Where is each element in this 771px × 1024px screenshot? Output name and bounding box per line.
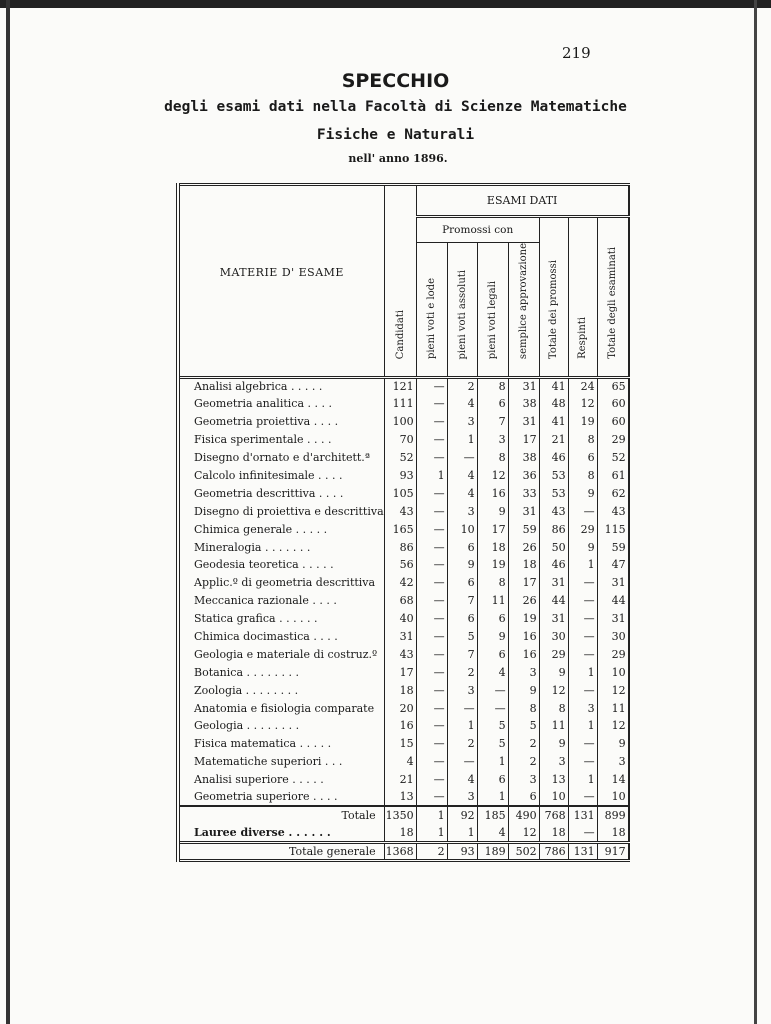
row-value: 8 bbox=[568, 467, 597, 485]
row-value: — bbox=[477, 681, 508, 699]
exam-table bbox=[176, 183, 630, 862]
row-value: 17 bbox=[508, 574, 539, 592]
row-value: 13 bbox=[539, 771, 568, 789]
row-value: 33 bbox=[508, 484, 539, 502]
row-value: 2 bbox=[447, 663, 477, 681]
row-value: 65 bbox=[597, 377, 629, 395]
row-label: Applic.º di geometria descrittiva bbox=[194, 576, 376, 590]
row-value: 46 bbox=[539, 556, 568, 574]
row-value: 9 bbox=[568, 484, 597, 502]
row-value: 2 bbox=[508, 735, 539, 753]
row-value: 3 bbox=[597, 753, 629, 771]
row-value: 19 bbox=[477, 556, 508, 574]
row-label: Fisica sperimentale . . . . bbox=[194, 433, 332, 447]
row-value: 3 bbox=[568, 699, 597, 717]
row-value: — bbox=[568, 789, 597, 807]
row-value: 68 bbox=[384, 592, 416, 610]
row-value: 1 bbox=[568, 771, 597, 789]
row-value: 17 bbox=[477, 520, 508, 538]
row-value: 4 bbox=[477, 824, 508, 842]
row-value: 4 bbox=[477, 663, 508, 681]
table-row bbox=[178, 520, 629, 538]
row-value: 19 bbox=[568, 413, 597, 431]
row-value: 11 bbox=[477, 592, 508, 610]
row-value: 38 bbox=[508, 449, 539, 467]
row-value: 786 bbox=[539, 842, 568, 860]
row-value: 1 bbox=[568, 556, 597, 574]
row-label: Botanica . . . . . . . . bbox=[194, 665, 299, 679]
row-value: 4 bbox=[447, 484, 477, 502]
row-value: 29 bbox=[597, 431, 629, 449]
row-label: Anatomia e fisiologia comparate bbox=[194, 701, 375, 715]
table-row bbox=[178, 699, 629, 717]
row-value: 62 bbox=[597, 484, 629, 502]
row-value: 9 bbox=[508, 681, 539, 699]
table-row bbox=[178, 628, 629, 646]
row-value: 2 bbox=[508, 753, 539, 771]
row-value: — bbox=[416, 699, 447, 717]
row-value: 92 bbox=[447, 806, 477, 824]
row-value: 1 bbox=[416, 824, 447, 842]
row-value: 52 bbox=[384, 449, 416, 467]
row-value: 7 bbox=[477, 413, 508, 431]
row-value: 9 bbox=[539, 663, 568, 681]
row-label: Geometria descrittiva . . . . bbox=[194, 486, 344, 500]
row-value: 6 bbox=[447, 538, 477, 556]
row-value: 93 bbox=[384, 467, 416, 485]
header-pieni-voti-assoluti: pieni voti assoluti bbox=[447, 243, 477, 364]
table-row bbox=[178, 377, 629, 395]
row-value: 61 bbox=[597, 467, 629, 485]
row-value: 2 bbox=[416, 842, 447, 860]
row-value: 16 bbox=[384, 717, 416, 735]
row-label: Analisi superiore . . . . . bbox=[194, 773, 324, 787]
table-row bbox=[178, 395, 629, 413]
row-value: 111 bbox=[384, 395, 416, 413]
row-value: — bbox=[416, 431, 447, 449]
row-value: 6 bbox=[477, 610, 508, 628]
row-value: 3 bbox=[447, 413, 477, 431]
row-value: — bbox=[416, 484, 447, 502]
row-label: Calcolo infinitesimale . . . . bbox=[194, 468, 343, 482]
row-label: Geometria analitica . . . . bbox=[194, 397, 332, 411]
table-row bbox=[178, 413, 629, 431]
row-value: 52 bbox=[597, 449, 629, 467]
header-totale-promossi: Totale dei promossi bbox=[539, 217, 568, 364]
table-row bbox=[178, 574, 629, 592]
row-value: 42 bbox=[384, 574, 416, 592]
row-value: — bbox=[416, 574, 447, 592]
row-value: — bbox=[416, 592, 447, 610]
table-row bbox=[178, 538, 629, 556]
row-value: — bbox=[447, 699, 477, 717]
header-promossi-con: Promossi con bbox=[416, 217, 539, 243]
table-row bbox=[178, 431, 629, 449]
row-value: 8 bbox=[539, 699, 568, 717]
scan-edge-top bbox=[0, 0, 771, 8]
row-value: 185 bbox=[477, 806, 508, 824]
row-value: 490 bbox=[508, 806, 539, 824]
row-value: 8 bbox=[508, 699, 539, 717]
row-value: 7 bbox=[447, 645, 477, 663]
row-value: 46 bbox=[539, 449, 568, 467]
row-label: Lauree diverse . . . . . . bbox=[194, 826, 331, 840]
row-label: Chimica docimastica . . . . bbox=[194, 629, 338, 643]
row-value: 56 bbox=[384, 556, 416, 574]
header-respinti: Respinti bbox=[568, 217, 597, 364]
row-value: 16 bbox=[508, 628, 539, 646]
row-value: 38 bbox=[508, 395, 539, 413]
table-row bbox=[178, 717, 629, 735]
row-value: 8 bbox=[477, 377, 508, 395]
row-value: 1 bbox=[447, 717, 477, 735]
row-value: 105 bbox=[384, 484, 416, 502]
table-row bbox=[178, 484, 629, 502]
row-value: 12 bbox=[539, 681, 568, 699]
row-value: 86 bbox=[384, 538, 416, 556]
year-line: nell' anno 1896. bbox=[348, 152, 448, 165]
row-value: 768 bbox=[539, 806, 568, 824]
row-value: — bbox=[447, 753, 477, 771]
row-value: — bbox=[416, 771, 447, 789]
row-label: Meccanica razionale . . . . bbox=[194, 594, 337, 608]
row-value: 3 bbox=[447, 789, 477, 807]
row-value: 3 bbox=[447, 502, 477, 520]
row-value: 1 bbox=[568, 663, 597, 681]
row-value: 5 bbox=[477, 735, 508, 753]
row-value: 19 bbox=[508, 610, 539, 628]
row-value: 9 bbox=[568, 538, 597, 556]
row-value: — bbox=[416, 663, 447, 681]
row-value: 189 bbox=[477, 842, 508, 860]
row-value: 10 bbox=[539, 789, 568, 807]
row-value: 3 bbox=[508, 663, 539, 681]
row-value: 1 bbox=[568, 717, 597, 735]
row-value: 43 bbox=[539, 502, 568, 520]
row-value: — bbox=[416, 538, 447, 556]
row-value: 12 bbox=[568, 395, 597, 413]
row-value: 3 bbox=[477, 431, 508, 449]
row-value: 3 bbox=[508, 771, 539, 789]
row-value: — bbox=[568, 592, 597, 610]
header-candidati: Candidati bbox=[384, 185, 416, 364]
row-value: 48 bbox=[539, 395, 568, 413]
row-value: 2 bbox=[447, 377, 477, 395]
row-value: — bbox=[416, 520, 447, 538]
row-value: 6 bbox=[447, 610, 477, 628]
row-value: 1 bbox=[447, 824, 477, 842]
row-value: — bbox=[447, 449, 477, 467]
row-value: 47 bbox=[597, 556, 629, 574]
row-value: — bbox=[416, 645, 447, 663]
table-row bbox=[178, 663, 629, 681]
row-value: — bbox=[416, 717, 447, 735]
header-semplice-approvazione: semplice approvazione bbox=[508, 243, 539, 364]
row-value: 4 bbox=[447, 771, 477, 789]
row-value: 3 bbox=[539, 753, 568, 771]
row-value: 30 bbox=[539, 628, 568, 646]
row-value: 1 bbox=[477, 753, 508, 771]
row-value: 40 bbox=[384, 610, 416, 628]
table-row bbox=[178, 502, 629, 520]
row-value: — bbox=[416, 628, 447, 646]
row-value: — bbox=[568, 735, 597, 753]
row-value: 6 bbox=[568, 449, 597, 467]
row-value: 16 bbox=[508, 645, 539, 663]
row-value: 31 bbox=[539, 610, 568, 628]
row-value: 10 bbox=[447, 520, 477, 538]
row-value: 5 bbox=[477, 717, 508, 735]
row-value: 6 bbox=[508, 789, 539, 807]
header-materie: MATERIE D' ESAME bbox=[219, 266, 344, 280]
row-value: — bbox=[568, 502, 597, 520]
row-value: 502 bbox=[508, 842, 539, 860]
row-value: 31 bbox=[539, 574, 568, 592]
table-row bbox=[178, 753, 629, 771]
row-value: 5 bbox=[447, 628, 477, 646]
row-value: — bbox=[416, 377, 447, 395]
row-value: 11 bbox=[597, 699, 629, 717]
row-label: Totale bbox=[178, 806, 384, 824]
row-value: 14 bbox=[597, 771, 629, 789]
row-value: 6 bbox=[477, 645, 508, 663]
header-esami-dati: ESAMI DATI bbox=[416, 185, 629, 217]
row-value: 70 bbox=[384, 431, 416, 449]
table-row bbox=[178, 556, 629, 574]
row-value: 29 bbox=[539, 645, 568, 663]
row-value: 11 bbox=[539, 717, 568, 735]
row-value: 16 bbox=[477, 484, 508, 502]
row-value: — bbox=[416, 413, 447, 431]
row-value: 8 bbox=[568, 431, 597, 449]
row-value: 9 bbox=[477, 628, 508, 646]
row-value: 86 bbox=[539, 520, 568, 538]
row-value: 165 bbox=[384, 520, 416, 538]
row-label: Geologia . . . . . . . . bbox=[194, 719, 300, 733]
row-value: 26 bbox=[508, 592, 539, 610]
row-label: Analisi algebrica . . . . . bbox=[194, 380, 323, 394]
table-row bbox=[178, 467, 629, 485]
table-row bbox=[178, 789, 629, 807]
header-pieni-voti-legali: pieni voti legali bbox=[477, 243, 508, 364]
row-value: 53 bbox=[539, 484, 568, 502]
row-label: Totale generale bbox=[178, 842, 384, 860]
row-value: 41 bbox=[539, 413, 568, 431]
table-row bbox=[178, 735, 629, 753]
row-value: 44 bbox=[539, 592, 568, 610]
row-value: 12 bbox=[597, 717, 629, 735]
table-row bbox=[178, 449, 629, 467]
row-value: 115 bbox=[597, 520, 629, 538]
table-row bbox=[178, 771, 629, 789]
row-value: 60 bbox=[597, 395, 629, 413]
row-value: 13 bbox=[384, 789, 416, 807]
row-value: 31 bbox=[597, 574, 629, 592]
row-label: Matematiche superiori . . . bbox=[194, 755, 343, 769]
row-value: 8 bbox=[477, 449, 508, 467]
row-label: Geodesia teoretica . . . . . bbox=[194, 558, 334, 572]
row-value: 6 bbox=[477, 771, 508, 789]
row-value: 121 bbox=[384, 377, 416, 395]
row-value: 10 bbox=[597, 789, 629, 807]
row-value: 21 bbox=[539, 431, 568, 449]
row-label: Geometria superiore . . . . bbox=[194, 790, 338, 804]
row-value: 131 bbox=[568, 842, 597, 860]
row-value: — bbox=[568, 824, 597, 842]
row-value: 9 bbox=[447, 556, 477, 574]
row-value: 1368 bbox=[384, 842, 416, 860]
row-value: 60 bbox=[597, 413, 629, 431]
row-value: 29 bbox=[568, 520, 597, 538]
row-label: Chimica generale . . . . . bbox=[194, 522, 328, 536]
row-value: — bbox=[416, 556, 447, 574]
table-row bbox=[178, 610, 629, 628]
row-value: — bbox=[416, 395, 447, 413]
row-value: — bbox=[568, 681, 597, 699]
row-value: 93 bbox=[447, 842, 477, 860]
table-row bbox=[178, 645, 629, 663]
row-value: 12 bbox=[508, 824, 539, 842]
row-value: 4 bbox=[384, 753, 416, 771]
row-value: 15 bbox=[384, 735, 416, 753]
row-value: 31 bbox=[508, 502, 539, 520]
row-value: 21 bbox=[384, 771, 416, 789]
row-value: — bbox=[568, 610, 597, 628]
row-value: 24 bbox=[568, 377, 597, 395]
row-value: 18 bbox=[477, 538, 508, 556]
row-value: 917 bbox=[597, 842, 629, 860]
row-value: 1350 bbox=[384, 806, 416, 824]
row-value: — bbox=[416, 753, 447, 771]
row-value: 9 bbox=[477, 502, 508, 520]
row-value: 31 bbox=[384, 628, 416, 646]
row-value: 36 bbox=[508, 467, 539, 485]
row-value: 4 bbox=[447, 395, 477, 413]
row-value: — bbox=[477, 699, 508, 717]
row-value: 1 bbox=[477, 789, 508, 807]
row-value: — bbox=[568, 753, 597, 771]
row-value: 18 bbox=[539, 824, 568, 842]
row-value: — bbox=[416, 449, 447, 467]
row-label: Disegno d'ornato e d'architett.ª bbox=[194, 451, 371, 465]
header-pieni-voti-lode: pieni voti e lode bbox=[416, 243, 447, 364]
row-value: 9 bbox=[539, 735, 568, 753]
row-label: Geometria proiettiva . . . . bbox=[194, 415, 339, 429]
row-value: 29 bbox=[597, 645, 629, 663]
row-label: Fisica matematica . . . . . bbox=[194, 737, 332, 751]
row-value: 1 bbox=[416, 806, 447, 824]
row-value: 50 bbox=[539, 538, 568, 556]
row-value: 4 bbox=[447, 467, 477, 485]
totale-row bbox=[178, 806, 629, 824]
row-value: 41 bbox=[539, 377, 568, 395]
row-value: — bbox=[568, 645, 597, 663]
row-value: 44 bbox=[597, 592, 629, 610]
row-label: Disegno di proiettiva e descrittiva bbox=[194, 504, 384, 518]
row-value: — bbox=[416, 502, 447, 520]
row-value: — bbox=[416, 610, 447, 628]
row-value: — bbox=[416, 681, 447, 699]
row-value: 26 bbox=[508, 538, 539, 556]
row-value: 31 bbox=[597, 610, 629, 628]
row-value: 6 bbox=[447, 574, 477, 592]
page-number: 219 bbox=[562, 44, 591, 62]
row-label: Statica grafica . . . . . . bbox=[194, 612, 318, 626]
row-value: — bbox=[568, 574, 597, 592]
table-row bbox=[178, 592, 629, 610]
row-value: 7 bbox=[447, 592, 477, 610]
row-value: 18 bbox=[384, 824, 416, 842]
row-value: 2 bbox=[447, 735, 477, 753]
row-value: 31 bbox=[508, 413, 539, 431]
row-value: 1 bbox=[447, 431, 477, 449]
row-value: 3 bbox=[447, 681, 477, 699]
row-value: 30 bbox=[597, 628, 629, 646]
row-value: 59 bbox=[597, 538, 629, 556]
row-value: 18 bbox=[384, 681, 416, 699]
row-value: 17 bbox=[508, 431, 539, 449]
row-value: 5 bbox=[508, 717, 539, 735]
row-value: 9 bbox=[597, 735, 629, 753]
row-label: Zoologia . . . . . . . . bbox=[194, 683, 299, 697]
row-value: 59 bbox=[508, 520, 539, 538]
row-value: 17 bbox=[384, 663, 416, 681]
row-value: 43 bbox=[384, 502, 416, 520]
row-value: 43 bbox=[597, 502, 629, 520]
row-value: — bbox=[416, 789, 447, 807]
row-value: 43 bbox=[384, 645, 416, 663]
lauree-row bbox=[178, 824, 629, 842]
row-value: 31 bbox=[508, 377, 539, 395]
row-value: — bbox=[416, 735, 447, 753]
row-value: 6 bbox=[477, 395, 508, 413]
row-value: 12 bbox=[597, 681, 629, 699]
row-value: 899 bbox=[597, 806, 629, 824]
row-value: 10 bbox=[597, 663, 629, 681]
row-value: 8 bbox=[477, 574, 508, 592]
row-value: 18 bbox=[597, 824, 629, 842]
row-value: 100 bbox=[384, 413, 416, 431]
row-label: Mineralogia . . . . . . . bbox=[194, 540, 311, 554]
row-value: 20 bbox=[384, 699, 416, 717]
row-value: 53 bbox=[539, 467, 568, 485]
subtitle-line-1: degli esami dati nella Facoltà di Scienze Matematiche bbox=[164, 99, 627, 115]
totale-generale-row bbox=[178, 842, 629, 860]
header-totale-esaminati: Totale degli esaminati bbox=[597, 217, 629, 364]
page-title: SPECCHIO bbox=[341, 70, 450, 92]
subtitle-line-2: Fisiche e Naturali bbox=[316, 127, 475, 143]
row-value: 131 bbox=[568, 806, 597, 824]
row-value: 1 bbox=[416, 467, 447, 485]
row-value: 12 bbox=[477, 467, 508, 485]
row-value: 18 bbox=[508, 556, 539, 574]
table-row bbox=[178, 681, 629, 699]
row-label: Geologia e materiale di costruz.º bbox=[194, 647, 378, 661]
row-value: — bbox=[568, 628, 597, 646]
